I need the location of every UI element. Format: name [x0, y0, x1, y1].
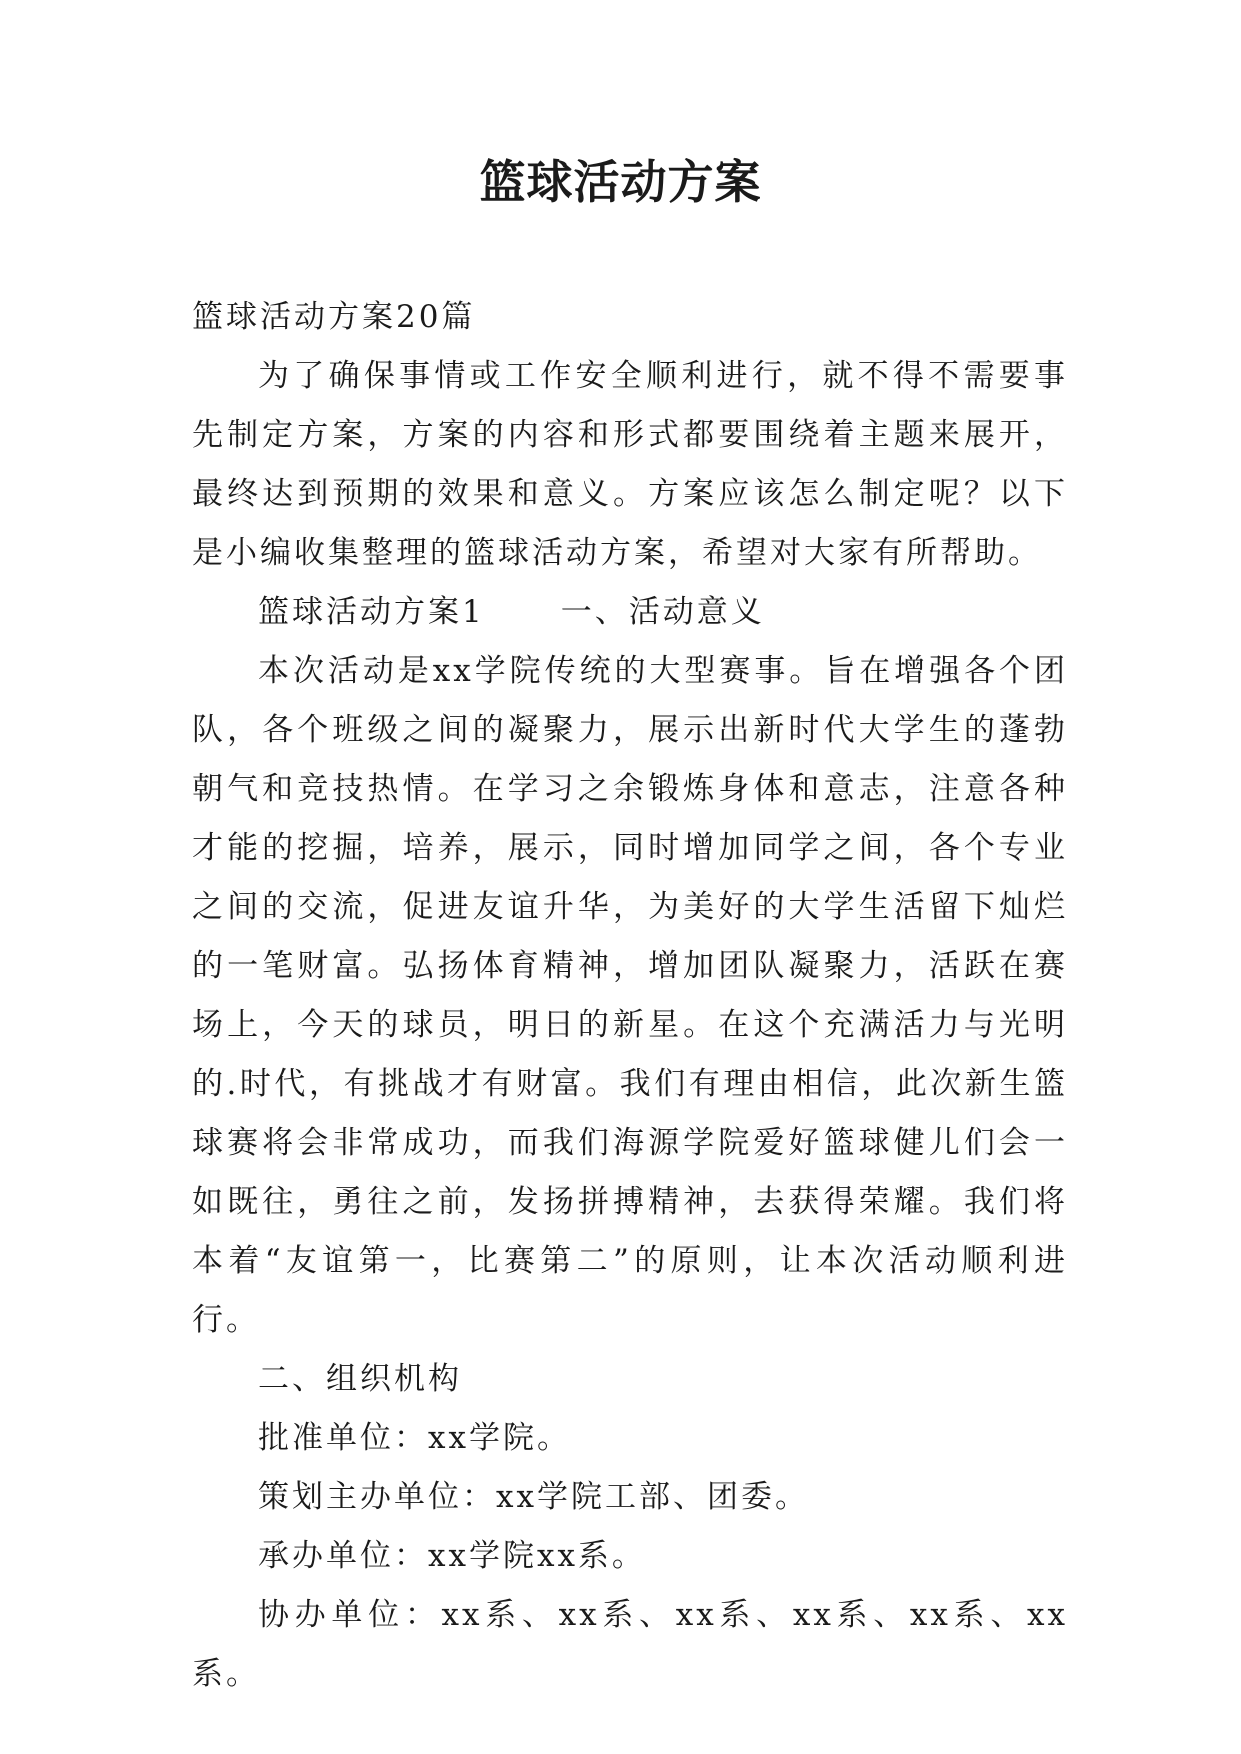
co-organizer-unit-line: 协办单位：xx系、xx系、xx系、xx系、xx系、xx系。	[192, 1597, 1068, 1692]
approval-unit-line: 批准单位：xx学院。	[258, 1420, 571, 1456]
plan-number-label: 篮球活动方案1	[258, 594, 485, 630]
document-subtitle: 篮球活动方案20篇	[192, 299, 476, 335]
intro-paragraph: 为了确保事情或工作安全顺利进行，就不得不需要事先制定方案，方案的内容和形式都要围绕着主题来展开，最终达到预期的效果和意义。方案应该怎么制定呢？以下是小编收集整理的篮球活动方案，希望对大家有所帮助。	[192, 358, 1068, 571]
section-heading-organization: 二、组织机构	[258, 1361, 462, 1397]
organizer-unit-line: 策划主办单位：xx学院工部、团委。	[258, 1479, 809, 1515]
section-heading-significance: 一、活动意义	[560, 594, 765, 630]
significance-paragraph: 本次活动是xx学院传统的大型赛事。旨在增强各个团队，各个班级之间的凝聚力，展示出新时代大学生的蓬勃朝气和竞技热情。在学习之余锻炼身体和意志，注意各种才能的挖掘，培养，展示，同时增加同学之间，各个专业之间的交流，促进友谊升华，为美好的大学生活留下灿烂的一笔财富。弘扬体育精神，增加团队凝聚力，活跃在赛场上，今天的球员，明日的新星。在这个充满活力与光明的.时代，有挑战才有财富。我们有理由相信，此次新生篮球赛将会非常成功，而我们海源学院爱好篮球健儿们会一如既往，勇往之前，发扬拼搏精神，去获得荣耀。我们将本着“友谊第一，比赛第二”的原则，让本次活动顺利进行。	[192, 653, 1068, 1338]
section-heading-line	[192, 583, 1068, 642]
host-unit-line: 承办单位：xx学院xx系。	[258, 1538, 646, 1574]
document-body	[192, 288, 1068, 1704]
document-title: 篮球活动方案	[479, 155, 762, 209]
